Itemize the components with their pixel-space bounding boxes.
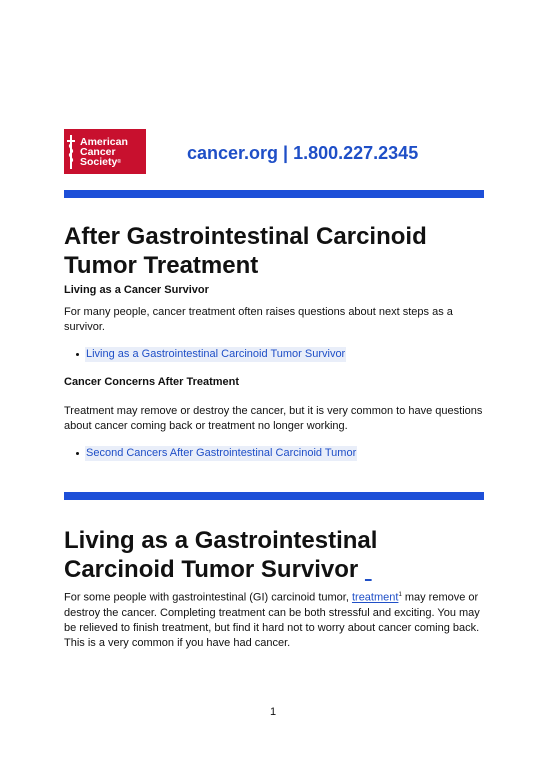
page-number: 1 (270, 706, 277, 718)
header-divider (64, 190, 484, 198)
caduceus-sword-icon (64, 129, 78, 174)
logo-line-1: American (80, 135, 128, 148)
contact-line[interactable]: cancer.org | 1.800.227.2345 (187, 143, 419, 163)
second-cancers-link[interactable]: Second Cancers After Gastrointestinal Carcinoid Tumor (86, 447, 357, 459)
list-item (76, 446, 357, 461)
list-item (76, 347, 346, 362)
survivor-text-end: may remove or destroy the cancer. Completing treatment can be both stressful and exciting. You may be relieved to finish treatment, but find it hard not to worry about cancer coming back. This is a very common if you have had cancer. (64, 591, 480, 649)
section-title (64, 526, 494, 584)
intro-paragraph: For many people, cancer treatment often raises questions about next steps as a survivor. (64, 306, 453, 333)
footnote-ref: 1 (398, 592, 402, 598)
survivor-text-start: For some people with gastrointestinal (GI) carcinoid tumor, (64, 591, 352, 604)
bullet-icon (76, 452, 79, 455)
logo-wordmark (78, 137, 128, 167)
subheading-concerns: Cancer Concerns After Treatment (64, 376, 240, 388)
page-title: After Gastrointestinal Carcinoid Tumor Treatment (64, 223, 427, 279)
treatment-link[interactable]: treatment (351, 591, 399, 604)
section-divider (64, 492, 484, 500)
section-title-text: Living as a Gastrointestinal Carcinoid Tumor Survivor (64, 527, 378, 583)
concerns-paragraph: Treatment may remove or destroy the cancer, but it is very common to have questions about cancer coming back or treatment no longer working. (64, 405, 483, 432)
logo-line-2: Cancer (80, 145, 116, 158)
anchor-link[interactable] (365, 556, 372, 583)
subheading-survivor: Living as a Cancer Survivor (64, 284, 209, 296)
acs-logo[interactable] (64, 129, 146, 174)
logo-line-3: Society® (80, 155, 122, 168)
bullet-icon (76, 353, 79, 356)
survivor-paragraph (64, 588, 489, 651)
registered-mark: ® (117, 158, 122, 165)
survivor-link[interactable]: Living as a Gastrointestinal Carcinoid Tumor Survivor (86, 348, 346, 360)
